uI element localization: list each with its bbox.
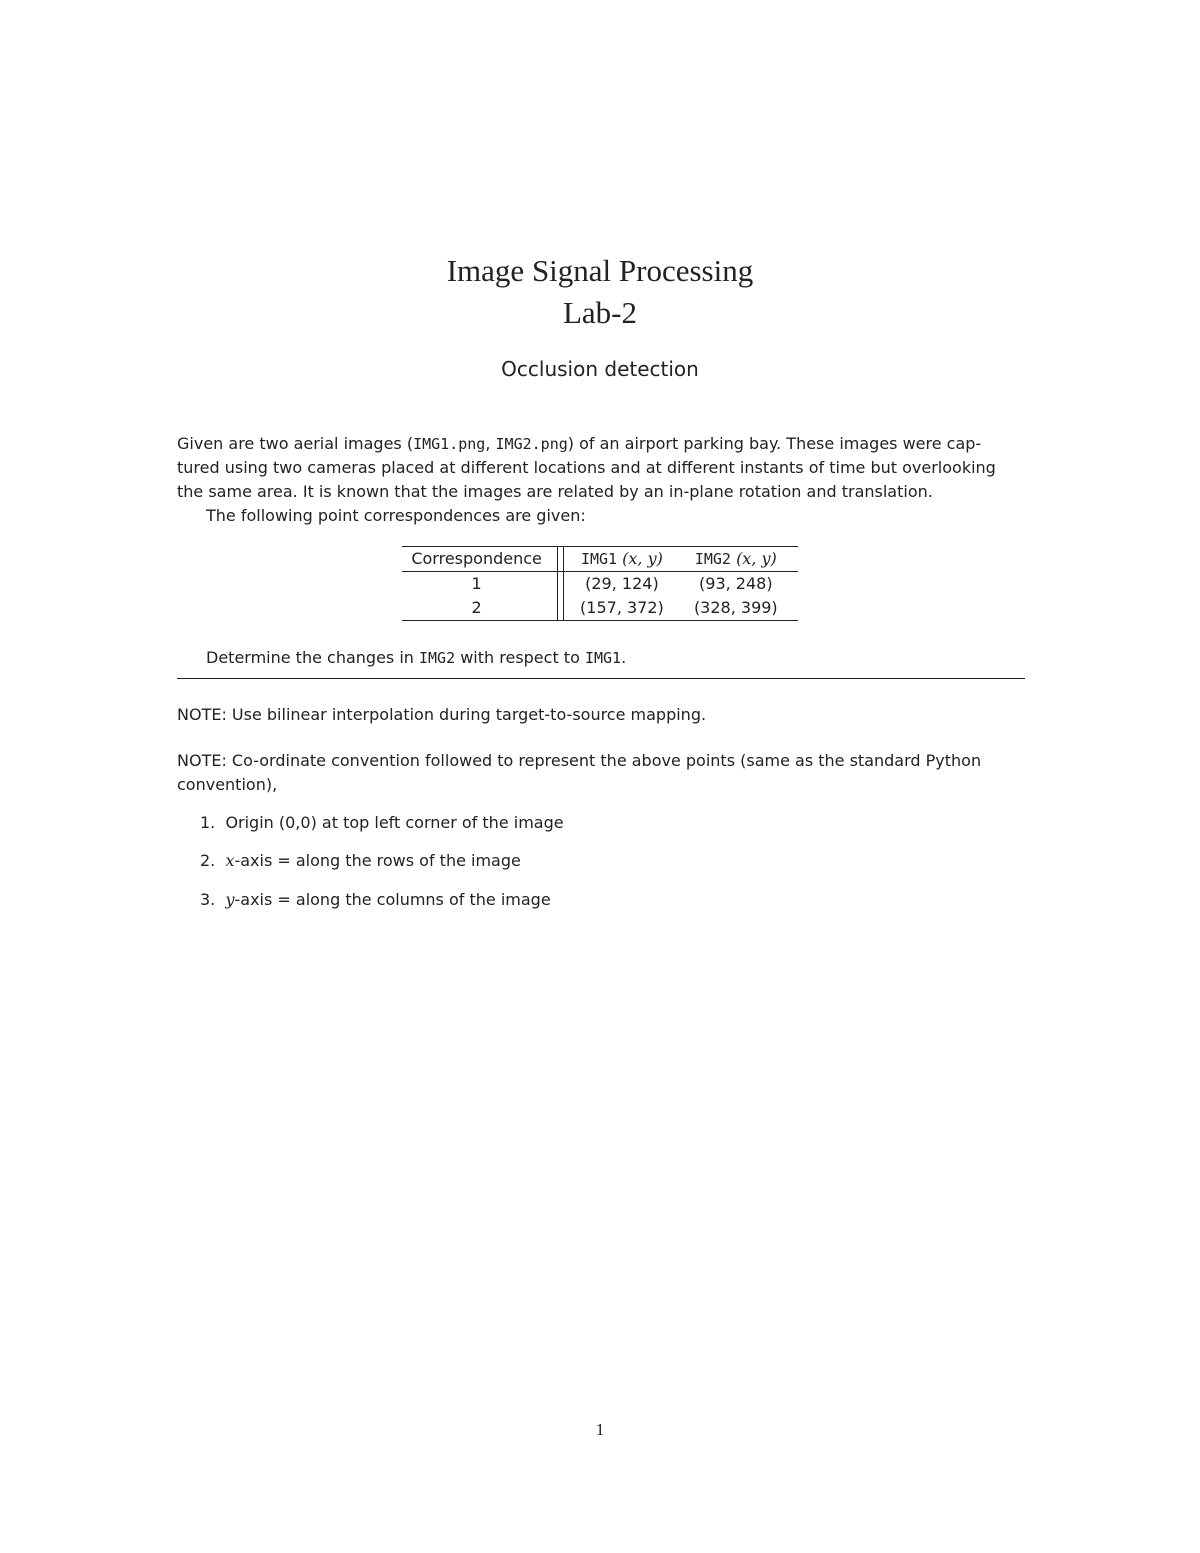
title-line-1: Image Signal Processing <box>446 253 754 288</box>
list-item: 3. y-axis = along the columns of the image <box>200 890 551 909</box>
img2-filename: IMG2.png <box>495 435 568 453</box>
header-img1: IMG1 (x, y) <box>580 549 663 568</box>
task-img2: IMG2 <box>419 649 456 667</box>
row-id: 2 <box>471 598 482 617</box>
page-number: 1 <box>595 1420 605 1439</box>
row-img2-point: (93, 248) <box>699 574 773 593</box>
intro-line-1 <box>177 432 1025 456</box>
intro-line-2: tured using two cameras placed at different locations and at different instants of time but overlooking <box>177 458 996 477</box>
row-img2-point: (328, 399) <box>693 598 778 617</box>
task-img1: IMG1 <box>584 649 622 667</box>
intro-line-3: the same area. It is known that the images are related by an in-plane rotation and translation. <box>177 482 933 501</box>
row-img1-point: (157, 372) <box>580 598 664 617</box>
note2-line-2: convention), <box>177 775 278 794</box>
column-divider <box>557 596 564 620</box>
intro-paragraph <box>177 432 1025 528</box>
row-id: 1 <box>471 574 482 593</box>
note2-line-1: NOTE: Co-ordinate convention followed to represent the above points (same as the standard Python <box>177 751 982 770</box>
document-subtitle: Occlusion detection <box>501 357 699 381</box>
document-title <box>0 250 1200 334</box>
intro-text-c: ) of an airport parking bay. These images were cap- <box>567 434 982 453</box>
img1-filename: IMG1.png <box>413 435 486 453</box>
table-row <box>402 596 798 620</box>
row-img1-point: (29, 124) <box>585 574 659 593</box>
correspondence-table <box>402 546 798 621</box>
column-divider <box>557 572 564 596</box>
list-item: 2. x-axis = along the rows of the image <box>200 851 521 870</box>
list-item: 1. Origin (0,0) at top left corner of the image <box>200 813 564 832</box>
horizontal-rule <box>177 678 1025 679</box>
table-header-row <box>402 547 798 572</box>
intro-text-b: , <box>485 434 496 453</box>
intro-text-a: Given are two aerial images ( <box>177 434 414 453</box>
note-bilinear: NOTE: Use bilinear interpolation during target-to-source mapping. <box>177 705 707 724</box>
note-coordinate-convention <box>177 749 1025 797</box>
column-divider <box>557 547 564 571</box>
header-correspondence: Correspondence <box>411 549 542 568</box>
intro-line-4: The following point correspondences are given: <box>206 506 586 525</box>
task-statement: Determine the changes in IMG2 with respect to IMG1. <box>206 648 627 667</box>
table-row <box>402 572 798 596</box>
header-img2: IMG2 (x, y) <box>694 549 777 568</box>
title-line-2: Lab-2 <box>562 295 638 330</box>
